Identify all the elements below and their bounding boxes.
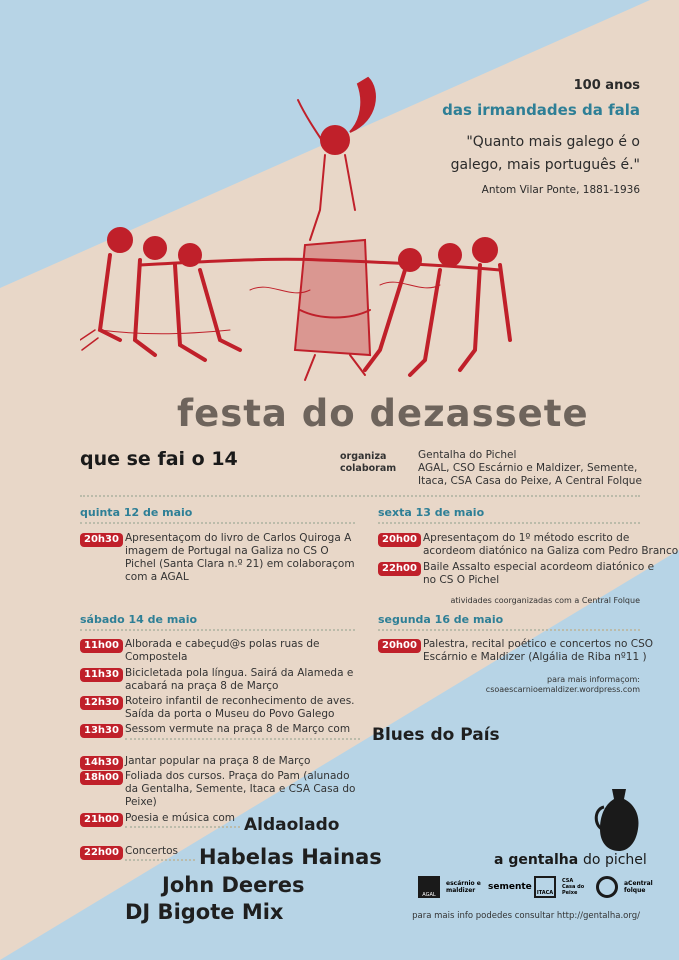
quote-author: Antom Vilar Ponte, 1881-1936 (481, 184, 640, 196)
event-text: no CS O Pichel (423, 574, 500, 586)
footer-info: para mais info podedes consultar http://gentalha.org/ (412, 911, 640, 921)
event-text: Saída da porta o Museu do Povo Galego (125, 708, 335, 720)
time-badge: 18h00 (80, 771, 123, 785)
event-text: acordeom diatónico na Galiza com Pedro Branco (423, 545, 679, 557)
event-text: Pichel (Santa Clara n.º 21) em colaboraçom (125, 558, 355, 570)
event-text: acabará na praça 8 de Março (125, 680, 279, 692)
brand-name (494, 852, 647, 868)
event-text: Baile Assalto especial acordeom diatónico e (423, 561, 655, 573)
day-label-saturday: sábado 14 de maio (80, 613, 198, 626)
irmandades-label: das irmandades da fala (442, 101, 640, 119)
band-john-deeres: John Deeres (162, 873, 305, 897)
organiza-value: Gentalha do Pichel (418, 449, 517, 461)
divider-saturday (80, 629, 355, 631)
time-badge: 20h00 (378, 639, 421, 653)
day-label-monday: segunda 16 de maio (378, 613, 504, 626)
monday-info-link[interactable]: csoaescarnioemaldizer.wordpress.com (485, 685, 640, 694)
partner-logos (418, 876, 654, 898)
brand-part-a: a gentalha (494, 852, 579, 868)
logo-semente: semente (488, 882, 532, 892)
event-text: Sessom vermute na praça 8 de Março com (125, 723, 351, 735)
colaboram-label: colaboram (340, 463, 397, 474)
event-text: Poesia e música com (125, 812, 236, 824)
event-text: Peixe) (125, 796, 157, 808)
quote-line-1: "Quanto mais galego é o (466, 134, 640, 150)
divider-dotted (125, 826, 240, 828)
day-label-friday: sexta 13 de maio (378, 506, 485, 519)
divider-dotted (125, 859, 195, 861)
time-badge: 12h30 (80, 696, 123, 710)
logo-central-folque-text: aCentral folque (624, 880, 653, 894)
friday-note: atividades coorganizadas com a Central Folque (450, 596, 640, 605)
event-text: imagem de Portugal na Galiza no CS O (125, 545, 329, 557)
time-badge: 22h00 (378, 562, 421, 576)
time-badge: 22h00 (80, 846, 123, 860)
divider-thursday (80, 522, 355, 524)
event-text: da Gentalha, Semente, Itaca e CSA Casa do (125, 783, 356, 795)
event-text: Apresentaçom do livro de Carlos Quiroga A (125, 532, 352, 544)
bg-lower-blue (0, 550, 679, 960)
event-text: Alborada e cabeçud@s polas ruas de (125, 638, 320, 650)
quote-line-2: galego, mais português é." (450, 157, 640, 173)
jug-icon (594, 785, 646, 855)
event-text: Palestra, recital poético e concertos no CSO (423, 638, 654, 650)
organiza-label: organiza (340, 451, 387, 462)
event-text: Roteiro infantil de reconhecimento de aves. (125, 695, 355, 707)
day-label-thursday: quinta 12 de maio (80, 506, 193, 519)
main-subtitle: que se fai o 14 (80, 448, 238, 470)
brand-part-b: do pichel (583, 852, 647, 868)
tug-of-war-illustration-icon (80, 70, 520, 400)
colaboram-line-2: Itaca, CSA Casa do Peixe, A Central Folque (418, 475, 642, 487)
event-text: Escárnio e Maldizer (Algália de Riba nº11 ) (423, 651, 647, 663)
event-text: com a AGAL (125, 571, 189, 583)
event-text: Bicicletada pola língua. Sairá da Alameda e (125, 667, 354, 679)
band-aldaolado: Aldaolado (244, 815, 340, 835)
band-blues-do-pais: Blues do País (372, 725, 500, 745)
logo-itaca: ITACA (534, 876, 556, 898)
main-title: festa do dezassete (177, 392, 589, 435)
monday-info-label: para mais informaçom: (547, 675, 640, 684)
time-badge: 21h00 (80, 813, 123, 827)
divider-dotted (80, 495, 640, 497)
divider-dotted (125, 738, 360, 740)
event-text: Apresentaçom do 1º método escrito de (423, 532, 630, 544)
time-badge: 14h30 (80, 756, 123, 770)
time-badge: 11h00 (80, 639, 123, 653)
logo-escarnio: escárnio e maldizer (446, 880, 481, 894)
event-text: Concertos (125, 845, 178, 857)
colaboram-line-1: AGAL, CSO Escárnio e Maldizer, Semente, (418, 462, 638, 474)
event-text: Compostela (125, 651, 188, 663)
band-habelas-hainas: Habelas Hainas (199, 845, 382, 869)
time-badge: 11h30 (80, 668, 123, 682)
time-badge: 13h30 (80, 724, 123, 738)
years-label: 100 anos (573, 78, 640, 93)
band-dj-bigote-mix: DJ Bigote Mix (125, 900, 284, 924)
divider-monday (378, 629, 640, 631)
event-text: Foliada dos cursos. Praça do Pam (alunado (125, 770, 350, 782)
event-text: Jantar popular na praça 8 de Março (125, 755, 311, 767)
time-badge: 20h30 (80, 533, 123, 547)
logo-agal: AGAL (418, 876, 440, 898)
logo-csa-casa-do-peixe: CSA Casa do Peixe (562, 878, 585, 896)
time-badge: 20h00 (378, 533, 421, 547)
logo-central-folque (596, 876, 618, 898)
divider-friday (378, 522, 640, 524)
